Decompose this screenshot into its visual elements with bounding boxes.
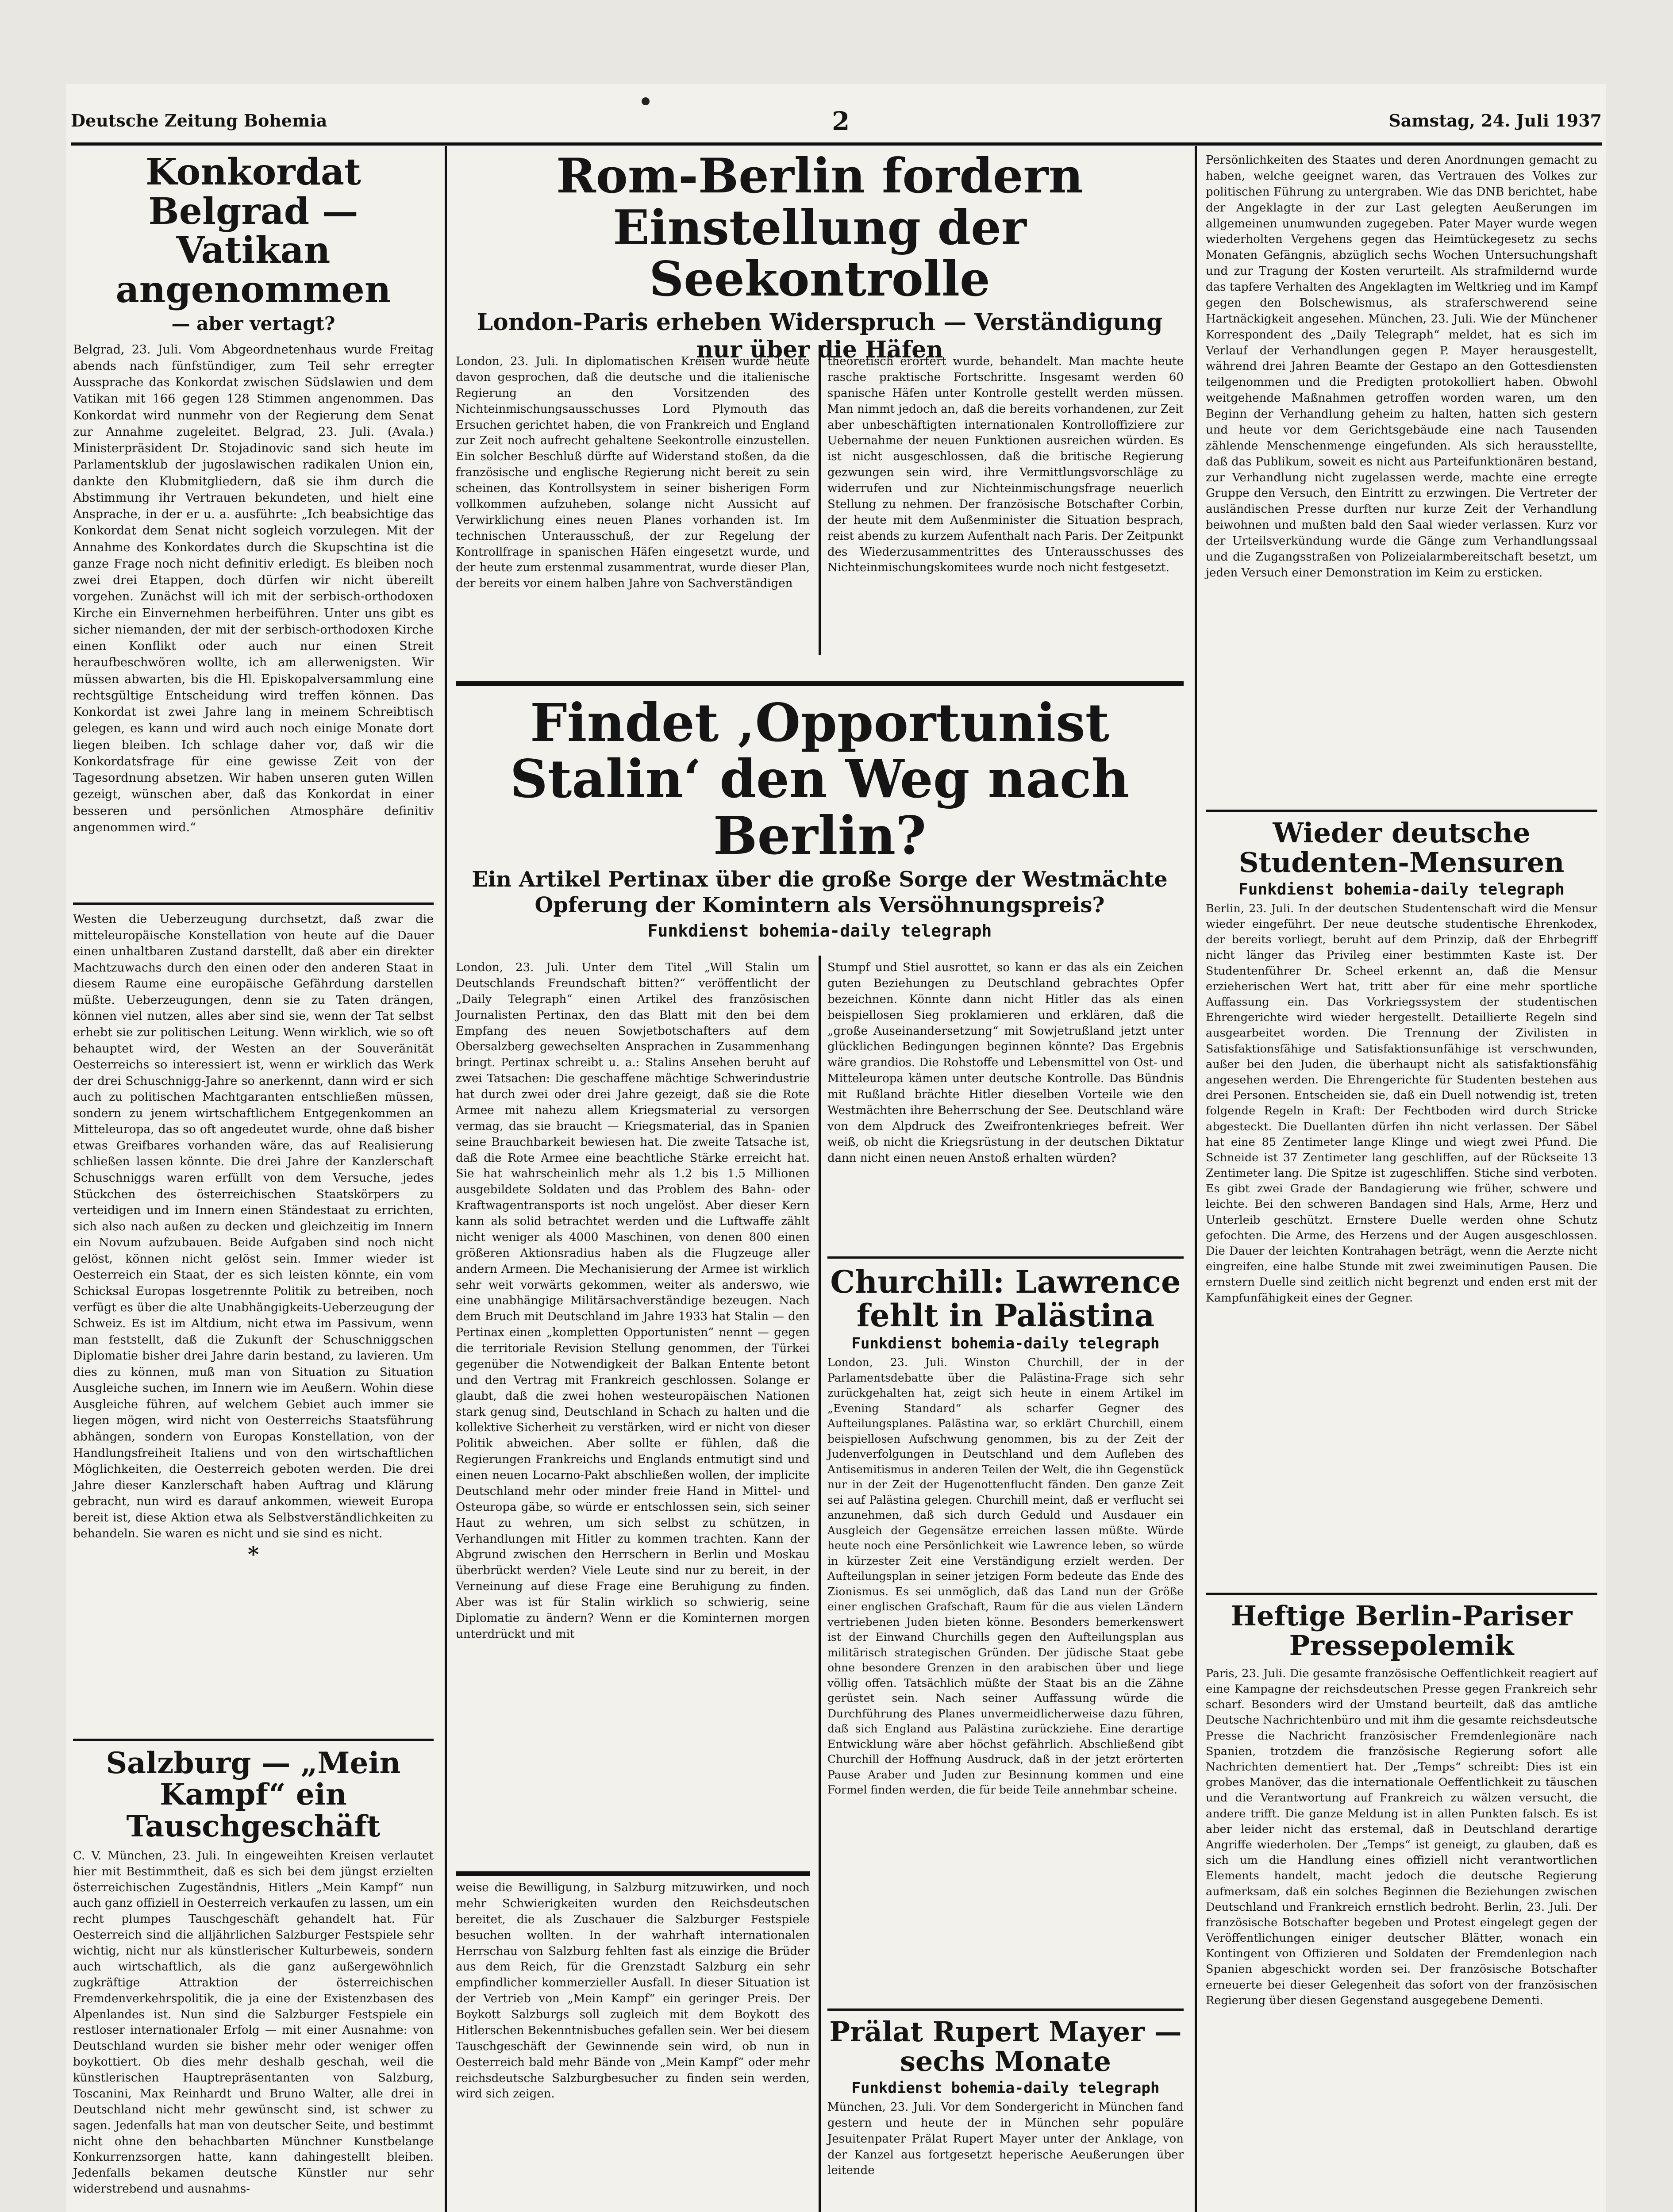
churchill-byline: Funkdienst bohemia-daily telegraph — [851, 1335, 1160, 1353]
stalin-subheadline: Ein Artikel Pertinax über die große Sorge der Westmächte Opferung der Komintern als Versöhnungspreis? — [472, 867, 1168, 918]
salzburg-cont-body: weise die Bewilligung, in Salzburg mitzuwirken, und noch mehr Schwierigkeiten wurden den Reichsdeutschen bereitet, die als Zuschauer die Salzburger Festspiele besuchen wollten. In der wahrhaft internationalen Herrschau von Salzburg fehlten fast als einzige die Brüder aus dem Reich, für die Grenzstadt Salzburg ein sehr empfindlicher kommerzieller Ausfall. In dieser Situation ist der Vertrieb von „Mein Kampf“ ein geringer Preis. Der Boykott Salzburgs soll zugleich mit dem Boykott des Hitlerschen Bekenntnisbuches gefallen sein. Wer bei diesem Tauschgeschäft der Gewinnende sein wird, ob nun in Oesterreich bald mehr Bände von „Mein Kampf“ oder mehr reichsdeutsche Salzburgbesucher zu finden sein werden, wird sich zeigen. — [456, 1881, 810, 2101]
rom-berlin-subheadline: London-Paris erheben Widerspruch — Verständigung nur über die Häfen — [477, 308, 1163, 364]
main-rule-a — [456, 681, 1184, 686]
section-star: * — [247, 1542, 259, 1567]
konkordat-body: Belgrad, 23. Juli. Vom Abgeordnetenhaus wurde Freitag abends nach fünfstündiger, zum Teil sehr erregter Aussprache das Konkordat zwischen Südslawien und dem Vatikan mit 166 gegen 128 Stimmen angenommen. Das Konkordat wird nunmehr von der Regierung dem Senat zur Annahme zugeleitet. Belgrad, 23. Juli. (Avala.) Ministerpräsident Dr. Stojadinovic sand sich heute im Parlamentsklub der jugoslawischen radikalen Union ein, dankte den Klubmitgliedern, daß sie ihm durch die Abstimmung ihr Vertrauen bekundeten, und hielt eine Ansprache, in der er u. a. ausführte: „Ich beabsichtige das Konkordat dem Senat nicht sogleich vorzulegen. Mit der Annahme des Konkordates durch die Skupschtina ist die ganze Frage noch nicht definitiv erledigt. Es bleiben noch zwei drei Etappen, doch dürfen wir nicht übereilt vorgehen. Zunächst will ich mit der serbisch-orthodoxen Kirche ein Einvernehmen herbeiführen. Unter uns gibt es sicher niemanden, der mit der serbisch-orthodoxen Kirche einen Konflikt oder auch nur einen Streit heraufbeschwören wollte, ich am allerwenigsten. Wir müssen abwarten, bis die Hl. Episkopalversammlung eine rechtsgültige Entscheidung wird treffen können. Das Konkordat ist zwei Jahre lang in meinem Schreibtisch gelegen, es kann und wird auch noch einige Monate dort liegen bleiben. Ich schlage daher vor, daß wir die Konkordatsfrage für eine gewisse Zeit von der Tagesordnung absetzen. Wir haben unseren guten Willen gezeigt, wünschen aber, daß das Konkordat in einer besseren und persönlichen Atmosphäre definitiv angenommen wird.“ — [73, 342, 434, 834]
salzburg-continued — [456, 1880, 810, 2102]
stalin-body-right — [827, 960, 1184, 1166]
studenten-headline: Wieder deutsche Studenten-Mensuren — [1238, 817, 1565, 879]
studenten-body: Berlin, 23. Juli. In der deutschen Studentenschaft wird die Mensur wieder eingeführt. Der neue deutsche studentische Ehrenkodex, der bereits vorliegt, beruht auf dem Prinzip, daß der Ehrbegriff nicht länger das Privileg einer bestimmten Kaste ist. Der Studentenführer Dr. Scheel erkennt an, daß die Mensur erzieherischen Wert hat, tritt aber für eine mehr sportliche Auffassung ein. Das Vorkriegssystem der studentischen Ehrengerichte wird wieder hergestellt. Detaillierte Regeln sind ausgearbeitet worden. Die Trennung der Zivilisten in Satisfaktionsfähige und Satisfaktionsunfähige ist verschwunden, außer bei den Juden, die überhaupt nicht als satisfaktionsfähig angesehen werden. Die Ehrengerichte für Studenten bestehen aus drei Personen. Entscheiden sie, daß ein Duell notwendig ist, treten folgende Regeln in Kraft: Der Fechtboden wird durch Stricke abgesteckt. Die Duellanten dürfen ihn nicht verlassen. Der Säbel hat eine 85 Zentimeter lange Klinge und wiegt zwei Pfund. Die Schneide ist 37 Zentimeter lang geschliffen, auf der Rückseite 13 Zentimeter lang. Die Spitze ist zugeschliffen. Stiche sind verboten. Es gibt zwei Grade der Bandagierung wie früher, schwere und leichte. Bei den schweren Bandagen sind Hals, Arme, Herz und Unterleib geschützt. Ernstere Duelle werden ohne Schutz gefochten. Die Arme, des Herzens und der Augen ausgeschlossen. Die Dauer der leichten Kontrahagen beträgt, wenn die Aerzte nicht eingreifen, eine halbe Stunde mit zwei zweiminutigen Pausen. Die ernstern Duelle sind zeitlich nicht begrenzt und enden erst mit der Kampfunfähigkeit eines der Gegner. — [1206, 902, 1597, 1305]
konkordat-headline: Konkordat Belgrad — Vatikan angenommen — [115, 151, 391, 311]
main-rule-b — [827, 1256, 1184, 1259]
col4-rule-b — [1206, 1593, 1597, 1595]
austria-body: Westen die Ueberzeugung durchsetzt, daß zwar die mitteleuropäische Konstellation von heute auf die Dauer einen unhaltbaren Zustand darstellt, daß aber ein direkter Machtzuwachs durch den einen oder den anderen Staat in diesem Raume eine europäische Gefährdung darstellen müßte. Ueberzeugungen, denn sie zu Taten drängen, können viel nutzen, alles aber sind sie, wenn der Tat selbst erhebt sie zur politischen Leitung. Wenn wirklich, wie so oft behauptet wird, der Westen an der Souveränität Oesterreichs so interessiert ist, wenn er wirklich das Werk der drei Schuschnigg-Jahre so anerkennt, dann wird er sich auch zu politischen Machtgaranten entschließen müssen, sondern zu jenem wirtschaftlichem Entgegenkommen an Mitteleuropa, das so oft angedeutet wurde, ohne daß bisher etwas Greifbares vorhanden wäre, das auf Realisierung schließen lassen könnte. Die drei Jahre der Kanzlerschaft Schuschniggs waren erfüllt von dem Versuche, jedes Stückchen des österreichischen Staatskörpers zu verteidigen und im Innern einen Ständestaat zu errichten, sich also nach außen zu decken und gleichzeitig im Innern ein Novum aufzubauen. Beide Aufgaben sind noch nicht gelöst, können nicht gelöst sein. Immer wieder ist Oesterreich ein Staat, der es sich leisten könnte, ein vom Schicksal Europas losgetrennte Politik zu betreiben, noch verfügt es über die alte Unabhängigkeits-Ueberzeugung der Schweiz. Es ist im Altdium, nicht etwa im Passivum, wenn man feststellt, daß die Zukunft der Schuschniggschen Diplomatie bisher drei Jahre darin bestand, zu lavieren. Um dies zu können, muß man von Situation zu Situation Ausgleiche suchen, im Innern wie im Aeußern. Wohin diese Ausgleiche führen, auf welchem Gebiet auch immer sie liegen mögen, wird nicht von Oesterreichs Staatsführung abhängen, sondern von Europas Konstellation, von der Handlungsfreiheit Italiens und von den wirtschaftlichen Möglichkeiten, die Oesterreich geboten werden. Die drei Jahre dieser Kanzlerschaft haben Auftrag und Klärung gebracht, nun wird es darauf ankommen, wieweit Europa bereit ist, diese Aktion etwa als Selbstverständlichkeiten zu behandeln. Sie waren es nicht und sie sind es nicht. — [73, 912, 434, 1541]
mayer-continued — [1206, 153, 1597, 581]
rom-berlin-body-left — [456, 354, 810, 592]
column-rule-1 — [445, 146, 447, 2212]
churchill-body: London, 23. Juli. Winston Churchill, der in der Parlamentsdebatte über die Palästina-Frage sich sehr zurückgehalten hat, zeigt sich heute in einem Artikel im „Evening Standard“ als scharfer Gegner des Aufteilungsplanes. Palästina war, so erklärt Churchill, einem beispiellosen Aufschwung genommen, bis zu der Zeit der Judenverfolgungen in Deutschland und dem Aufleben des Antisemitismus in anderen Teilen der Welt, die ihn Gegenstück nur in der Zeit der Hugenottenflucht fänden. Den ganze Zeit sei auf Palästina gelegen. Churchill meint, daß er verflucht sei anzunehmen, daß sich durch Geduld und Ausdauer ein Ausgleich der Gegensätze erreichen lassen müßte. Würde heute noch eine Persönlichkeit wie Lawrence leben, so würde in kürzester Zeit eine Verständigung erzielt werden. Der Aufteilungsplan in seiner jetzigen Form bedeute das Ende des Zionismus. Es sei unmöglich, daß das Land nun der Größe einer englischen Grafschaft, Raum für die aus vielen Ländern vertriebenen Juden bieten könne. Besonders bemerkenswert ist der Einwand Churchills gegen den Aufteilungsplan aus militärisch strategischen Gründen. Der jüdische Staat gebe ohne besondere Grenzen in den arabischen über und liege völlig offen. Tatsächlich müßte der Staat bis an die Zähne gerüstet sein. Nach seiner Auffassung würde die Durchführung des Planes unvermeidlicherweise dazu führen, daß sich England aus Palästina zurückziehe. Eine derartige Entwicklung wäre aber höchst gefährlich. Abschließend gibt Churchill der Hoffnung Ausdruck, daß in der jetzt erörterten Pause Araber und Juden zur Besinnung kommen und eine Formel finden werden, die für beide Teile annehmbar scheine. — [827, 1356, 1184, 1797]
stalin-headline: Findet ‚Opportunist Stalin‘ den Weg nach Berlin? — [510, 692, 1130, 866]
ink-dot-icon — [642, 97, 650, 105]
mayer-cont-body: Persönlichkeiten des Staates und deren Anordnungen gemacht zu haben, welche geeignet waren, das Vertrauen des Volkes zur politischen Führung zu untergraben. Wie das DNB berichtet, habe der Angeklagte in der zur Last gelegten Aeußerungen im allgemeinen unumwunden zugegeben. Pater Mayer wurde wegen wiederholten Vergehens gegen das Heimtückegesetz zu sechs Monaten Gefängnis, abzüglich sechs Wochen Untersuchungshaft und zur Tragung der Kosten verurteilt. Als strafmildernd wurde das tapfere Verhalten des Angeklagten im Weltkrieg und im Kampf gegen den Bolschewismus, als straferschwerend seine Hartnäckigkeit angesehen. München, 23. Juli. Wie der Münchener Korrespondent des „Daily Telegraph“ meldet, hat es sich im Verlauf der Verhandlungen gegen P. Mayer herausgestellt, während drei Jahren Beamte der Gestapo an den Gottesdiensten teilgenommen und die Predigten protokolliert haben. Obwohl weitgehende Maßnahmen getroffen worden waren, um den Beginn der Verhandlung geheim zu halten, hatten sich gestern und heute vor dem Gerichtsgebäude eine nach Tausenden zählende Menschenmenge eingefunden. Als sich herausstellte, daß das Publikum, soweit es nicht aus Parteifunktionären bestand, zur Verhandlung nicht zugelassen werde, machte eine erregte Gruppe den Versuch, den Eintritt zu erzwingen. Die Vertreter der ausländischen Presse durften nur kurze Zeit der Verhandlung beiwohnen und mußten bald den Saal wieder verlassen. Kurz vor der Urteilsverkündung wurde die Gänge zum Verhandlungssaal und die Zugangsstraßen von Polizeialarmbereitschaft besetzt, um jeden Versuch einer Demonstration im Keim zu ersticken. — [1206, 154, 1597, 580]
col4-rule-a — [1206, 810, 1597, 812]
mayer-headline: Prälat Rupert Mayer — sechs Monate — [829, 2016, 1182, 2078]
stalin-article-head — [456, 692, 1184, 943]
mayer-article — [827, 2017, 1184, 2179]
issue-date: Samstag, 24. Juli 1937 — [1388, 111, 1602, 131]
main-rule-d — [827, 2008, 1184, 2011]
salzburg-headline: Salzburg — „Mein Kampf“ ein Tauschgeschäft — [106, 1746, 401, 1843]
header-rule — [71, 142, 1602, 146]
rom-berlin-body-a: London, 23. Juli. In diplomatischen Kreisen wurde heute davon gesprochen, daß die deutsche und die italienische Regierung an den Vorsitzenden des Nichteinmischungsausschusses Lord Plymouth das Ersuchen gerichtet haben, die von Frankreich und England zur Zeit noch aufrecht gehaltene Seekontrolle einzustellen. Ein solcher Beschluß dürfte auf Widerstand stoßen, da die französische und englische Regierung nicht bereit zu sein scheinen, das Kontrollsystem in seiner bisherigen Form vollkommen aufzuheben, solange nicht Aussicht auf Verwirklichung eines neuen Planes vorhanden ist. Im technischen Unterausschuß, der zur Regelung der Kontrollfrage in spanischen Häfen eingesetzt wurde, und der heute zum erstenmal zusammentrat, wurde dieser Plan, der bereits vor einem halben Jahre von Sachverständigen — [456, 355, 810, 591]
col1-rule-a — [73, 902, 434, 905]
column-rule-main — [819, 345, 821, 655]
pressepolemik-headline: Heftige Berlin-Pariser Pressepolemik — [1231, 1600, 1573, 1662]
column-rule-main-lower — [819, 956, 821, 2212]
studenten-article — [1206, 818, 1597, 1306]
mayer-byline: Funkdienst bohemia-daily telegraph — [851, 2079, 1160, 2097]
paper-name: Deutsche Zeitung Bohemia — [71, 111, 327, 131]
austria-article — [73, 911, 434, 1567]
stalin-body-b: Stumpf und Stiel ausrottet, so kann er das als ein Zeichen guten Beziehungen zu Deutschland gebrachtes Opfer bezeichnen. Könnte dann nicht Hitler das als einen beispiellosen Sieg proklamieren und erklären, daß die „große Auseinandersetzung“ mit Sowjetrußland jetzt unter glücklichen Bedingungen beginnen könnte? Das Ergebnis wäre grandios. Die Rohstoffe und Lebensmittel von Ost- und Mitteleuropa kämen unter deutsche Kontrolle. Das Bündnis mit Rußland brächte Hitler dieselben Vorteile wie den Westmächten ihre Beherrschung der See. Deutschland wäre von dem Alpdruck des Zweifrontenkrieges befreit. Wer weiß, ob nicht die Kriegsrüstung in der deutschen Diktatur dann nicht einen neuen Anstoß erhalten würden? — [827, 961, 1184, 1165]
salzburg-body: C. V. München, 23. Juli. In eingeweihten Kreisen verlautet hier mit Bestimmtheit, daß es sich bei dem jüngst erzielten österreichischen Zugeständnis, Hitlers „Mein Kampf“ nun auch ganz offiziell in Oesterreich verkaufen zu lassen, um ein recht plumpes Tauschgeschäft gehandelt hat. Für Oesterreich sind die alljährlichen Salzburger Festspiele sehr wichtig, nicht nur als künstlerischer Kulturbeweis, sondern auch wirtschaftlich, als die ganz außergewöhnlich zugkräftige Attraktion der österreichischen Fremdenverkehrspolitik, die ja eine der Existenzbasen des Alpenlandes ist. Nun sind die Salzburger Festspiele ein restloser internationaler Erfolg — mit einer Ausnahme: von Deutschland wurden sie bisher mehr oder weniger offen boykottiert. Ob dies mehr deshalb geschah, weil die künstlerischen Hauptrepräsentanten von Salzburg, Toscanini, Max Reinhardt und Bruno Walter, alle drei in Deutschland nicht mehr gewünscht sind, ist schwer zu sagen. Jedenfalls hat man von deutscher Seite, und bestimmt nicht ohne den behachbarten Münchner Kunstbelange Konkurrenzsorgen hatte, kann dahingestellt bleiben. Jedenfalls bekamen deutsche Künstler nur sehr widerstrebend und ausnahms- — [73, 1849, 434, 2196]
churchill-headline: Churchill: Lawrence fehlt in Palästina — [830, 1263, 1181, 1334]
stalin-body-a: London, 23. Juli. Unter dem Titel „Will Stalin um Deutschlands Freundschaft bitten?“ veröffentlicht der „Daily Telegraph“ einen Artikel des französischen Journalisten Pertinax, den das Blatt mit den bei dem Empfang des neuen Sowjetbotschafters auf dem Obersalzberg gewechselten Ansprachen in Zusammenhang bringt. Pertinax schreibt u. a.: Stalins Ansehen beruht auf zwei Tatsachen: Die geschaffene mächtige Schwerindustrie hat durch zwei oder drei Jahre gezeigt, daß sie die Rote Armee mit nahezu allem Kriegsmaterial zu versorgen vermag, das sie braucht — Kriegsmaterial, das in Spanien seine Brauchbarkeit bewiesen hat. Die zweite Tatsache ist, daß die Rote Armee eine beachtliche Stärke erreicht hat. Sie hat wahrscheinlich mehr als 1.2 bis 1.5 Millionen ausgebildete Soldaten und das Problem des Bahn- oder Kraftwagentransports ist noch ungelöst. Aber dieser Kern kann als solid betrachtet werden und die Luftwaffe zählt nicht weniger als 4000 Maschinen, von denen 800 einen größeren Aktionsradius haben als die Flugzeuge aller andern Armeen. Die Mechanisierung der Armee ist wirklich sehr weit vorwärts gekommen, weiter als anderswo, wie eine unabhängige Militärsachverständige bezeugen. Nach dem Bruch mit Deutschland im Jahre 1933 hat Stalin — den Pertinax einen „kompletten Opportunisten“ nennt — gegen die territoriale Revision Stellung genommen, der Türkei gegenüber die Notwendigkeit der Balkan Entente betont und den Vertrag mit Frankreich geschlossen. Solange er glaubt, daß die zwei hohen westeuropäischen Nationen stark genug sind, Deutschland in Schach zu halten und die kollektive Sicherheit zu verstärken, wird er nicht von dieser Politik abweichen. Aber sollte er fühlen, daß die Regierungen Frankreichs und Englands entmutigt sind und einen neuen Locarno-Pakt abschließen wollen, der implicite Deutschland mehr oder minder freie Hand in Mittel- und Osteuropa gäbe, so würde er entschlossen sein, sich seiner Haut zu wehren, um sich selbst zu schützen, in Verhandlungen mit Hitler zu kommen trachten. Kann der Abgrund zwischen den Herrschern in Berlin und Moskau überbrückt werden? Viele Leute sind nur zu bereit, in der Verneinung auf diese Frage eine Beruhigung zu finden. Aber was ist für Stalin wirklich so schwierig, seine Diplomatie zu ändern? Wenn er die Kominternen morgen unterdrückt und mit — [456, 961, 810, 1641]
stalin-body-left — [456, 960, 810, 1643]
page-header — [71, 106, 1602, 137]
main-rule-c — [456, 1871, 810, 1876]
salzburg-article — [73, 1747, 434, 2197]
pressepolemik-article — [1206, 1601, 1597, 2008]
mayer-body: München, 23. Juli. Vor dem Sondergericht in München fand gestern und heute der in München sehr populäre Jesuitenpater Prälat Rupert Mayer unter der Anklage, von der Kanzel aus fortgesetzt heperische Aeußerungen über leitende — [827, 2100, 1184, 2177]
column-rule-2 — [1195, 146, 1197, 2212]
col1-rule-b — [73, 1739, 434, 1741]
page-number: 2 — [832, 106, 850, 136]
konkordat-subheadline: — aber vertagt? — [171, 313, 335, 335]
rom-berlin-body-right — [827, 354, 1184, 576]
churchill-article — [827, 1265, 1184, 1798]
stalin-byline: Funkdienst bohemia-daily telegraph — [647, 921, 992, 941]
konkordat-article — [73, 153, 434, 836]
studenten-byline: Funkdienst bohemia-daily telegraph — [1238, 880, 1565, 899]
rom-berlin-headline: Rom-Berlin fordern Einstellung der Seekontrolle — [556, 148, 1083, 307]
pressepolemik-body: Paris, 23. Juli. Die gesamte französische Oeffentlichkeit reagiert auf eine Kampagne der reichsdeutschen Presse gegen Frankreich sehr scharf. Besonders wird der Umstand beurteilt, daß das amtliche Deutsche Nachrichtenbüro und mit ihm die gesamte reichsdeutsche Presse die Nachricht französischer Fremdenlegionäre nach Spanien, trotzdem die französische Regierung sofort alle Nachrichten dementiert hat. Der „Temps“ schreibt: Dies ist ein grobes Manöver, das die internationale Oeffentlichkeit zu täuschen und die Verantwortung auf Frankreich zu wälzen versucht, die andere trifft. Die ganze Meldung ist in allen Punkten falsch. Es ist aber leider nicht das erstemal, daß in Deutschland derartige Angriffe wiederholen. Der „Temps“ ist geneigt, zu glauben, daß es sich um die Handlung eines offiziell nicht verantwortlichen Elements handelt, macht jedoch die deutsche Regierung aufmerksam, daß ein solches Beginnen die Beziehungen zwischen Deutschland und Frankreich ernstlich bedroht. Berlin, 23. Juli. Der französische Botschafter begeben und Protest eingelegt gegen der Veröffentlichungen einiger deutscher Blätter, wonach ein Kontingent von Offizieren und Soldaten der Fremdenlegion nach Spanien abgeschickt worden sei. Der französische Botschafter erneuerte bei dieser Gelegenheit das sofort von der französischen Regierung über diesen Gegenstand ausgegebene Dementi. — [1206, 1667, 1597, 2007]
rom-berlin-article — [456, 150, 1184, 364]
rom-berlin-body-b: theoretisch erörtert wurde, behandelt. Man machte heute rasche praktische Fortschritte. Insgesamt werden 60 spanische Häfen unter Kontrolle gestellt werden müssen. Man nimmt jedoch an, daß die bereits vorhandenen, zur Zeit aber unbeschäftigten internationalen Kontrolloffiziere zur Uebernahme der neuen Funktionen ausreichen würden. Es ist nicht ausgeschlossen, daß die britische Regierung gezwungen sein wird, ihre Vermittlungsvorschläge zu widerrufen und zur Nichteinmischungsfrage neuerlich Stellung zu nehmen. Der französische Botschafter Corbin, der heute mit dem Außenminister die Situation besprach, reist abends zu kurzem Aufenthalt nach Paris. Der Zeitpunkt des Wiederzusammentrittes des Unterausschusses des Nichteinmischungskomitees wurde noch nicht festgesetzt. — [827, 355, 1184, 575]
